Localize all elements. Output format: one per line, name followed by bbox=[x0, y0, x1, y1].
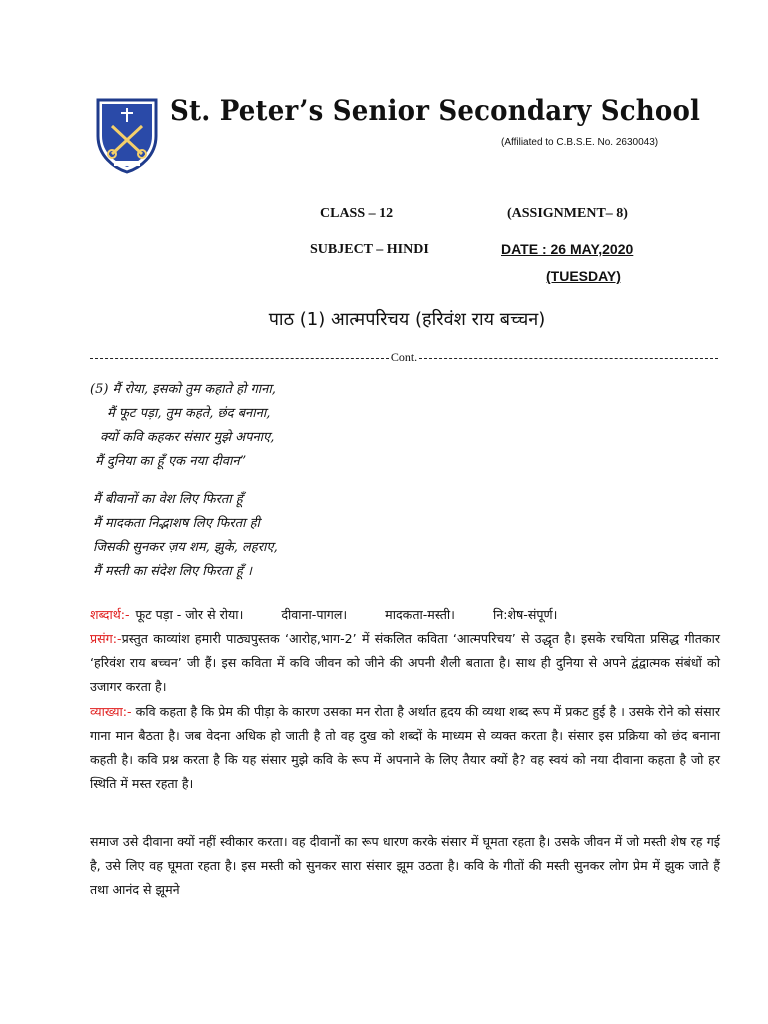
poem-line: (5) मैं रोया, इसको तुम कहाते हो गाना, bbox=[90, 382, 276, 397]
shabdarth-section bbox=[90, 603, 720, 627]
vyakhya-label: व्याख्या:- bbox=[90, 704, 132, 719]
prasang-label: प्रसंग:- bbox=[90, 631, 122, 646]
assignment-label: (ASSIGNMENT– 8) bbox=[507, 206, 628, 221]
divider-dash-right bbox=[419, 358, 718, 359]
poem-stanza-1 bbox=[90, 378, 490, 474]
shabdarth-item: फूट पड़ा - जोर से रोया। bbox=[135, 607, 244, 622]
shabdarth-item: मादकता-मस्ती। bbox=[385, 607, 455, 622]
prasang-paragraph bbox=[90, 627, 720, 699]
divider-dash-left bbox=[90, 358, 389, 359]
poem-line: जिसकी सुनकर ज़य शम, झुके, लहराए, bbox=[93, 540, 278, 555]
continued-label: Cont. bbox=[390, 350, 418, 364]
poem-line: मैं बीवानों का वेश लिए फिरता हूँ bbox=[93, 492, 243, 507]
affiliation-text: (Affiliated to C.B.S.E. No. 2630043) bbox=[501, 137, 659, 148]
school-name: St. Peter’s Senior Secondary School bbox=[170, 94, 701, 127]
class-label: CLASS – 12 bbox=[320, 206, 394, 221]
poem-line: मैं दुनिया का हूँ एक नया दीवान” bbox=[95, 454, 247, 469]
shabdarth-item: दीवाना-पागल। bbox=[281, 607, 348, 622]
shabdarth-label: शब्दार्थ:- bbox=[90, 607, 130, 622]
school-crest-logo bbox=[94, 96, 160, 174]
subject-label: SUBJECT – HINDI bbox=[310, 242, 429, 257]
poem-line: क्यों कवि कहकर संसार मुझे अपनाए, bbox=[100, 430, 275, 445]
prasang-text: प्रस्तुत काव्यांश हमारी पाठ्यपुस्तक ‘आरोह,भाग-2’ में संकलित कविता ‘आत्मपरिचय’ से उद्धृत है। इसके रचयिता प्रसिद्ध गीतकार ‘हरिवंश राय बच्चन’ जी हैं। इस कविता में कवि जीवन को जीने की अपनी शैली बताता है। साथ ही दुनिया से अपने द्वंद्वात्मक संबंधों को उजागर करता है। bbox=[90, 631, 720, 694]
explanation-paragraph-2: समाज उसे दीवाना क्यों नहीं स्वीकार करता। वह दीवानों का रूप धारण करके संसार में घूमता रहता है। उसके जीवन में जो मस्ती शेष रह गई है, उसे लिए वह घूमता रहता है। इस मस्ती को सुनकर सारा संसार झूम उठता है। कवि के गीतों की मस्ती सुनकर लोग प्रेम में झुक जाते हैं तथा आनंद से झूमने bbox=[90, 834, 720, 897]
vyakhya-text: कवि कहता है कि प्रेम की पीड़ा के कारण उसका मन रोता है अर्थात हृदय की व्यथा शब्द रूप में प्रकट हुई है । उसके रोने को संसार गाना मान बैठता है। जब वेदना अधिक हो जाती है तो वह दुख को शब्दों के माध्यम से व्यक्त करता है। संसार इस प्रक्रिया को छंद बनाना कहती है। कवि प्रश्न करता है कि यह संसार मुझे कवि के रूप में अपनाने के लिए तैयार क्यों है? वह स्वयं को नया दीवाना कहता है जो हर स्थिति में मस्त रहता है। bbox=[90, 704, 720, 791]
date-label: DATE : 26 MAY,2020 bbox=[501, 241, 634, 257]
poem-stanza-2 bbox=[93, 488, 493, 584]
poem-line: मैं मस्ती का संदेश लिए फिरता हूँ । bbox=[93, 564, 252, 579]
shabdarth-item: नि:शेष-संपूर्ण। bbox=[492, 607, 558, 622]
poem-line: मैं मादकता निद्भाशष लिए फिरता ही bbox=[93, 516, 260, 531]
continued-divider bbox=[90, 350, 718, 365]
day-label: (TUESDAY) bbox=[546, 268, 621, 284]
lesson-title: पाठ (1) आत्मपरिचय (हरिवंश राय बच्चन) bbox=[268, 309, 546, 330]
vyakhya-paragraph bbox=[90, 700, 720, 796]
poem-line: मैं फूट पड़ा, तुम कहते, छंद बनाना, bbox=[107, 406, 271, 421]
